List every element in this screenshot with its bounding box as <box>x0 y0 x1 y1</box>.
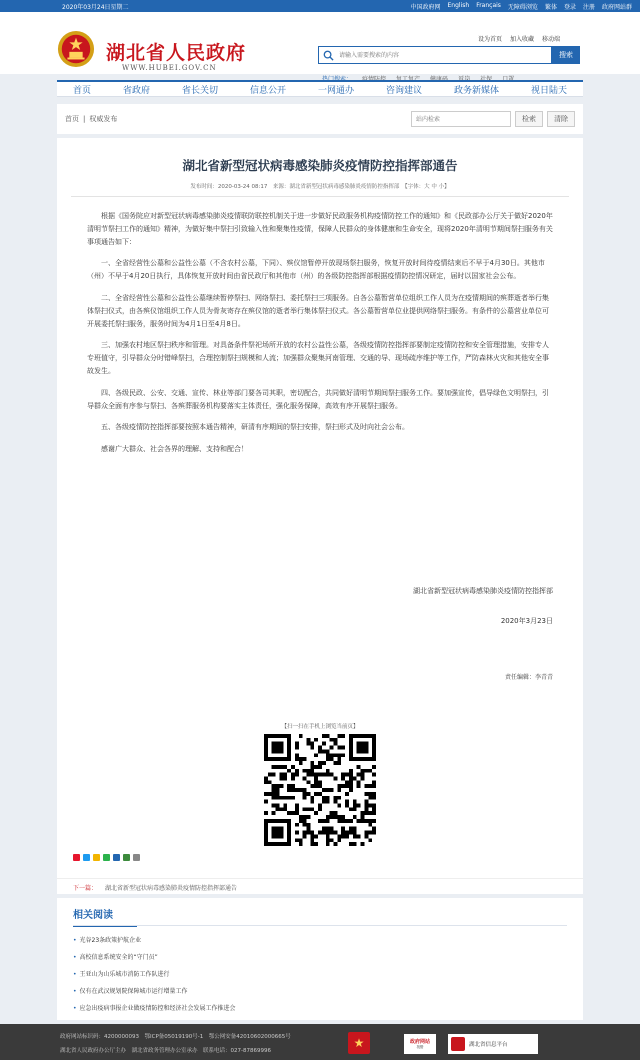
breadcrumb-separator: | <box>83 115 86 123</box>
in-site-search <box>411 111 575 127</box>
platform-logo-icon <box>451 1037 465 1051</box>
national-emblem-icon[interactable] <box>57 30 95 68</box>
article-meta: 发布时间：2020-03-24 08:17 来源：湖北省新型冠状病毒感染肺炎疫情防控指挥部 【字体：大 中 小】 <box>190 184 450 190</box>
signing-date: 2020年3月23日 <box>500 617 553 625</box>
nav-suggestions[interactable]: 咨询建议 <box>385 85 422 96</box>
header-tools <box>478 34 560 43</box>
top-utility-bar <box>0 0 640 12</box>
article-paragraph: 感谢广大群众、社会各界的理解、支持和配合！ <box>101 445 248 454</box>
breadcrumb-authoritative-release[interactable]: 权威发布 <box>89 115 118 123</box>
top-links <box>411 2 633 11</box>
article-body <box>87 210 553 465</box>
related-item[interactable]: • 王亚山为山乐城市消防工作队进行 <box>73 966 567 983</box>
share-bar <box>73 854 140 861</box>
site-search-input[interactable] <box>337 48 537 62</box>
site-title[interactable]: 湖北省人民政府 <box>106 42 247 64</box>
share-wechat-icon[interactable] <box>103 854 110 861</box>
related-divider <box>73 925 567 926</box>
site-header <box>0 12 640 74</box>
top-link-french[interactable]: Français <box>476 1 501 9</box>
top-link-gov-cn[interactable]: 中国政府网 <box>410 3 441 11</box>
article-paragraph: 一、全省经营性公墓和公益性公墓（不含农村公墓，下同）、殡仪馆暂停开放现场祭扫服务，恢复开放时间待疫情结束后不早于4月30日。其他市（州）不早于4月20日执行，具体恢复开放时间由省民政厅和其他市（州）的各级防控指挥部根据疫情防控情况研定，届时以国家社会公布。 <box>87 259 545 281</box>
nav-home[interactable]: 首页 <box>72 85 91 96</box>
share-douban-icon[interactable] <box>123 854 130 861</box>
current-date: 2020年03月24日星期二 <box>62 3 129 11</box>
related-item[interactable]: • 光谷23条政策护航企业 <box>73 932 567 949</box>
site-footer <box>0 1024 640 1060</box>
related-title: 相关阅读 <box>73 906 137 927</box>
article-paragraph: 五、各级疫情防控指挥部要按照本通告精神，研清有序期间的祭扫安排，祭扫形式及时向社会公布。 <box>101 423 409 432</box>
breadcrumb-home[interactable]: 首页 <box>65 115 79 123</box>
nav-governor-concerns[interactable]: 省长关切 <box>181 85 218 96</box>
badge-text: 政府网站 <box>409 1039 430 1045</box>
main-nav <box>57 80 583 97</box>
top-link-register[interactable]: 注册 <box>582 3 595 11</box>
nav-one-stop-service[interactable]: 一网通办 <box>317 85 354 96</box>
breadcrumb <box>57 104 583 134</box>
article-panel <box>57 138 583 894</box>
top-link-traditional[interactable]: 繁体 <box>544 3 557 11</box>
site-search-button[interactable]: 搜索 <box>552 46 580 64</box>
qr-code <box>264 734 376 846</box>
badge-subtext: 找错 <box>416 1045 424 1049</box>
signing-organization: 湖北省新型冠状病毒感染肺炎疫情防控指挥部 <box>413 587 553 595</box>
responsible-editor: 责任编辑：李青青 <box>504 674 553 681</box>
nav-provincial-gov[interactable]: 省政府 <box>122 85 150 96</box>
add-favorite-link[interactable]: 加入收藏 <box>510 36 535 43</box>
nav-overview[interactable]: 视日陆天 <box>530 85 567 96</box>
share-weibo-icon[interactable] <box>73 854 80 861</box>
site-search-box <box>318 46 552 64</box>
in-site-search-button[interactable]: 检索 <box>515 111 543 127</box>
article-title: 湖北省新型冠状病毒感染肺炎疫情防控指挥部通告 <box>182 158 458 173</box>
share-qq-icon[interactable] <box>83 854 90 861</box>
share-renren-icon[interactable] <box>113 854 120 861</box>
site-domain: WWW.HUBEI.GOV.CN <box>122 64 217 72</box>
in-site-search-input[interactable] <box>411 111 511 127</box>
article-paragraph: 二、全省经营性公墓和公益性公墓继续暂停祭扫、网络祭扫、委托祭扫三项服务。自各公墓暂营单位组织工作人员为在疫情期间的殡葬逝者举行集体祭扫仪式，由各殡仪馆组织工作人员为骨灰寄存在殡仪馆的逝者举行集体祭扫仪式。各公墓暂营单位业提供网络祭扫服务。有条件的公墓营业单位可开展委托祭扫服务，服务时间为4月1日至4月8日。 <box>87 293 549 328</box>
mobile-link[interactable]: 移动端 <box>542 36 561 43</box>
nav-info-disclosure[interactable]: 信息公开 <box>249 85 286 96</box>
top-link-english[interactable]: English <box>447 1 470 9</box>
top-link-login[interactable]: 登录 <box>563 3 576 11</box>
qr-caption: 【扫一扫在手机上浏览当前页】 <box>281 724 359 730</box>
top-link-site-group[interactable]: 政府网站群 <box>601 3 632 11</box>
related-item[interactable]: • 应急出疫病事报企业做疫情防控和经济社会发展工作推进会 <box>73 1000 567 1017</box>
article-paragraph: 四、各级民政、公安、交通、宣传、林业等部门要各司其职，密切配合，共同做好清明节期间祭扫服务工作。要加强宣传，倡导绿色文明祭扫，引导群众全面有序参与祭扫、各殡葬服务机构要落实主体责任，强化服务保障，高效有序开展祭扫服务。 <box>87 388 549 410</box>
set-homepage-link[interactable]: 设为首页 <box>478 36 503 43</box>
party-gov-badge-icon[interactable]: ★ <box>348 1032 370 1054</box>
gov-site-error-badge[interactable] <box>404 1034 436 1054</box>
next-label: 下一篇： <box>73 885 98 892</box>
hubei-gov-platform-badge[interactable] <box>448 1034 538 1054</box>
top-link-accessibility[interactable]: 无障碍浏览 <box>507 3 538 11</box>
share-qzone-icon[interactable] <box>93 854 100 861</box>
article-paragraph: 三、加强农村地区祭扫秩序和管理。对具备条件祭祀场所开放的农村公益性公墓，各级疫情防控指挥部要制定疫情防控和安全管理措施，安排专人专班值守，引导群众分时错峰祭扫，合理控制祭扫规模和人流；加强群众聚集河南管理、交通的导、现场疏序维护等工作，严防森林火灾和其他安全事故发生。 <box>87 341 549 375</box>
next-article <box>57 878 583 894</box>
related-list <box>73 932 567 1017</box>
share-more-icon[interactable] <box>133 854 140 861</box>
clear-button[interactable]: 清除 <box>547 111 575 127</box>
meta-divider <box>71 196 569 197</box>
footer-line-1: 政府网站标识码：4200000093 鄂ICP备05019190号-1 鄂公网安备42010602000665号 <box>60 1034 291 1040</box>
next-article-link[interactable]: 湖北省新型冠状病毒感染肺炎疫情防控指挥部通告 <box>104 885 237 892</box>
footer-line-2: 湖北省人民政府办公厅主办 湖北省政务管理办公室承办 联系电话：027-87869996 <box>60 1048 271 1054</box>
related-item[interactable]: • 高校信息系统安全的“守门员” <box>73 949 567 966</box>
search-icon <box>323 50 334 61</box>
nav-new-media[interactable]: 政务新媒体 <box>453 85 499 96</box>
related-reading <box>57 898 583 1020</box>
related-item[interactable]: • 仅有在武汉规划院保障城市运行增量工作 <box>73 983 567 1000</box>
platform-label: 湖北省信息平台 <box>469 1042 508 1048</box>
article-paragraph: 根据《国务院应对新型冠状病毒感染肺炎疫情联防联控机制关于进一步做好民政服务机构疫情防控工作的通知》和《民政部办公厅关于做好2020年清明节祭扫工作的通知》精神，为做好集中祭扫引致输入性和聚集性疫情，保障人民群众的身体健康和生命安全，现将2020年清明节期间祭扫服务有关事项通告如下： <box>87 212 553 246</box>
